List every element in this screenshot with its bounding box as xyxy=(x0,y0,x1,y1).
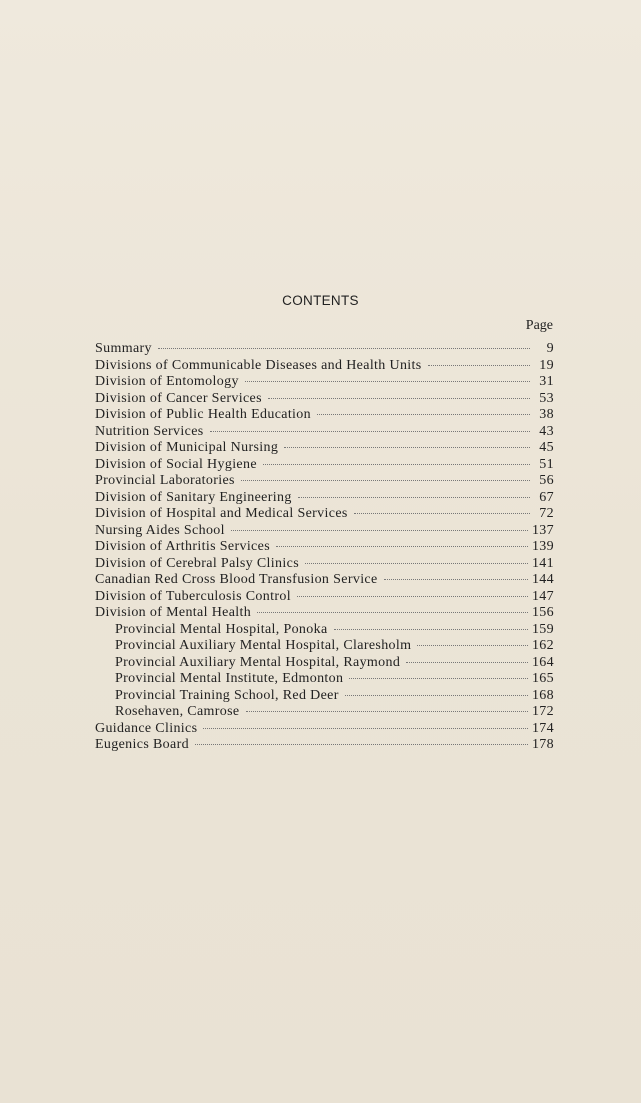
dot-leader xyxy=(345,695,528,696)
toc-entry-label: Provincial Auxiliary Mental Hospital, Raymond xyxy=(115,654,401,670)
toc-entry-label: Division of Tuberculosis Control xyxy=(95,588,291,604)
dot-leader xyxy=(246,711,528,712)
toc-entry xyxy=(95,572,554,589)
toc-entry xyxy=(95,688,554,705)
toc-entry xyxy=(95,605,554,622)
dot-leader xyxy=(241,480,530,481)
toc-entry-page-number: 9 xyxy=(546,341,554,356)
toc-entry-page-number: 19 xyxy=(539,357,554,373)
page-title: CONTENTS xyxy=(282,293,359,308)
toc-entry-label: Division of Cerebral Palsy Clinics xyxy=(95,555,299,571)
toc-entry xyxy=(95,341,554,358)
toc-entry-page-number: 72 xyxy=(539,506,554,521)
toc-entry xyxy=(95,523,554,540)
dot-leader xyxy=(263,464,530,465)
toc-entry-label: Division of Arthritis Services xyxy=(95,539,270,554)
dot-leader xyxy=(257,612,528,613)
toc-entry-page-number: 178 xyxy=(531,737,554,752)
toc-entry-page-number: 38 xyxy=(539,407,554,422)
toc-entry-label: Nursing Aides School xyxy=(95,522,225,538)
toc-entry-label: Summary xyxy=(95,341,152,356)
toc-entry xyxy=(95,424,554,441)
dot-leader xyxy=(284,447,530,448)
toc-entry-label: Division of Public Health Education xyxy=(95,407,311,422)
toc-entry xyxy=(95,638,554,655)
toc-entry xyxy=(95,622,554,639)
toc-entry-page-number: 31 xyxy=(539,374,554,389)
toc-entry-label: Provincial Mental Institute, Edmonton xyxy=(115,671,344,686)
dot-leader xyxy=(334,629,528,630)
dot-leader xyxy=(354,513,530,514)
dot-leader xyxy=(428,365,530,366)
dot-leader xyxy=(210,431,530,432)
toc-entry-label: Division of Social Hygiene xyxy=(95,456,257,472)
toc-entry xyxy=(95,704,554,721)
toc-entry-page-number: 137 xyxy=(531,522,554,538)
toc-entry xyxy=(95,457,554,474)
dot-leader xyxy=(349,678,528,679)
toc-entry xyxy=(95,589,554,606)
toc-entry-page-number: 162 xyxy=(531,638,554,653)
toc-entry xyxy=(95,506,554,523)
dot-leader xyxy=(268,398,530,399)
toc-entry xyxy=(95,358,554,375)
toc-entry-label: Divisions of Communicable Diseases and Health Units xyxy=(95,357,422,373)
dot-leader xyxy=(158,348,530,349)
toc-entry-page-number: 67 xyxy=(539,489,554,505)
toc-entry-page-number: 51 xyxy=(539,456,554,472)
toc-entry xyxy=(95,440,554,457)
dot-leader xyxy=(231,530,528,531)
dot-leader xyxy=(245,381,530,382)
dot-leader xyxy=(298,497,530,498)
toc-entry-label: Provincial Mental Hospital, Ponoka xyxy=(115,621,328,637)
toc-entry xyxy=(95,556,554,573)
toc-entry-page-number: 53 xyxy=(539,390,554,406)
toc-entry xyxy=(95,473,554,490)
toc-entry-label: Provincial Laboratories xyxy=(95,473,235,488)
toc-entry-page-number: 165 xyxy=(531,671,554,686)
dot-leader xyxy=(406,662,528,663)
toc-entry-label: Division of Sanitary Engineering xyxy=(95,489,292,505)
dot-leader xyxy=(297,596,528,597)
toc-entry-page-number: 139 xyxy=(531,539,554,554)
page-column-label: Page xyxy=(525,318,553,333)
table-of-contents xyxy=(95,341,554,754)
toc-entry-page-number: 168 xyxy=(531,687,554,703)
toc-entry-label: Eugenics Board xyxy=(95,737,189,752)
toc-entry-label: Division of Mental Health xyxy=(95,605,252,620)
toc-entry-label: Division of Municipal Nursing xyxy=(95,440,279,455)
toc-entry-label: Rosehaven, Camrose xyxy=(115,704,240,719)
toc-entry-page-number: 144 xyxy=(531,572,554,587)
toc-entry-label: Provincial Auxiliary Mental Hospital, Claresholm xyxy=(115,638,412,653)
toc-entry-page-number: 45 xyxy=(539,440,554,455)
toc-entry-label: Division of Entomology xyxy=(95,374,239,389)
toc-entry xyxy=(95,391,554,408)
dot-leader xyxy=(305,563,528,564)
toc-entry xyxy=(95,374,554,391)
toc-entry-label: Division of Cancer Services xyxy=(95,390,262,406)
toc-entry-page-number: 156 xyxy=(531,605,554,620)
toc-entry xyxy=(95,655,554,672)
dot-leader xyxy=(195,744,528,745)
toc-entry-label: Nutrition Services xyxy=(95,423,204,439)
dot-leader xyxy=(317,414,530,415)
dot-leader xyxy=(203,728,528,729)
toc-entry-page-number: 164 xyxy=(531,654,554,670)
toc-entry-page-number: 56 xyxy=(539,473,554,488)
toc-entry-page-number: 147 xyxy=(531,588,554,604)
toc-entry-page-number: 174 xyxy=(531,720,554,736)
toc-entry-page-number: 172 xyxy=(531,704,554,719)
toc-entry xyxy=(95,539,554,556)
dot-leader xyxy=(417,645,528,646)
toc-entry xyxy=(95,671,554,688)
dot-leader xyxy=(276,546,528,547)
toc-entry xyxy=(95,490,554,507)
toc-entry-page-number: 141 xyxy=(531,555,554,571)
toc-entry-label: Provincial Training School, Red Deer xyxy=(115,687,339,703)
toc-entry xyxy=(95,407,554,424)
toc-entry-page-number: 159 xyxy=(531,621,554,637)
toc-entry xyxy=(95,721,554,738)
toc-entry-label: Canadian Red Cross Blood Transfusion Service xyxy=(95,572,378,587)
dot-leader xyxy=(384,579,528,580)
toc-entry-label: Division of Hospital and Medical Services xyxy=(95,506,348,521)
toc-entry xyxy=(95,737,554,754)
toc-entry-page-number: 43 xyxy=(539,423,554,439)
toc-entry-label: Guidance Clinics xyxy=(95,720,198,736)
